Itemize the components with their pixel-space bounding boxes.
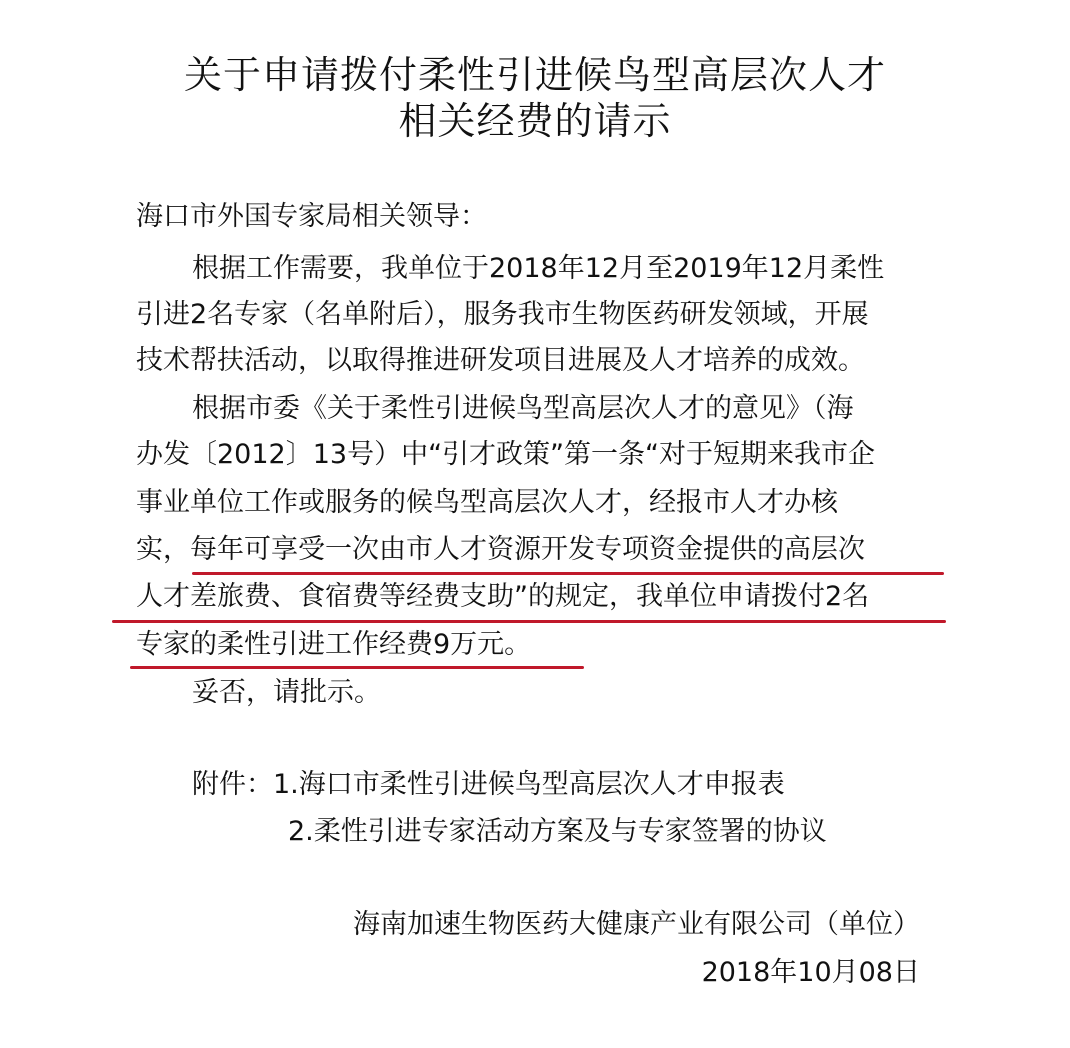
paragraph-2-line-6: 专家的柔性引进工作经费9万元。	[136, 629, 532, 660]
paragraph-2-line-2: 办发〔2012〕13号）中“引才政策”第一条“对于短期来我市企	[136, 439, 876, 470]
paragraph-1-line-3: 技术帮扶活动，以取得推进研发项目进展及人才培养的成效。	[136, 345, 865, 376]
attachment-2: 2.柔性引进专家活动方案及与专家签署的协议	[288, 816, 827, 847]
salutation: 海口市外国专家局相关领导：	[136, 201, 487, 232]
paragraph-2-line-3: 事业单位工作或服务的候鸟型高层次人才，经报市人才办核	[136, 487, 838, 518]
closing-line: 妥否，请批示。	[192, 677, 381, 708]
paragraph-1-line-2: 引进2名专家（名单附后），服务我市生物医药研发领域，开展	[136, 299, 869, 330]
signature-unit: 海南加速生物医药大健康产业有限公司（单位）	[353, 909, 920, 940]
signature-date: 2018年10月08日	[701, 957, 920, 988]
paragraph-2-line-5: 人才差旅费、食宿费等经费支助”的规定，我单位申请拨付2名	[136, 581, 870, 612]
red-underline-2	[112, 620, 946, 623]
red-underline-3	[130, 666, 584, 669]
document-title-line-2: 相关经费的请示	[398, 99, 672, 143]
document-title-line-1: 关于申请拨付柔性引进候鸟型高层次人才	[183, 53, 886, 97]
paragraph-2-line-1: 根据市委《关于柔性引进候鸟型高层次人才的意见》（海	[192, 393, 854, 424]
paragraph-2-line-4: 实，每年可享受一次由市人才资源开发专项资金提供的高层次	[136, 534, 865, 565]
paragraph-1-line-1: 根据工作需要，我单位于2018年12月至2019年12月柔性	[192, 253, 885, 284]
attachment-1: 附件：1.海口市柔性引进候鸟型高层次人才申报表	[192, 769, 785, 800]
red-underline-1	[192, 572, 944, 575]
